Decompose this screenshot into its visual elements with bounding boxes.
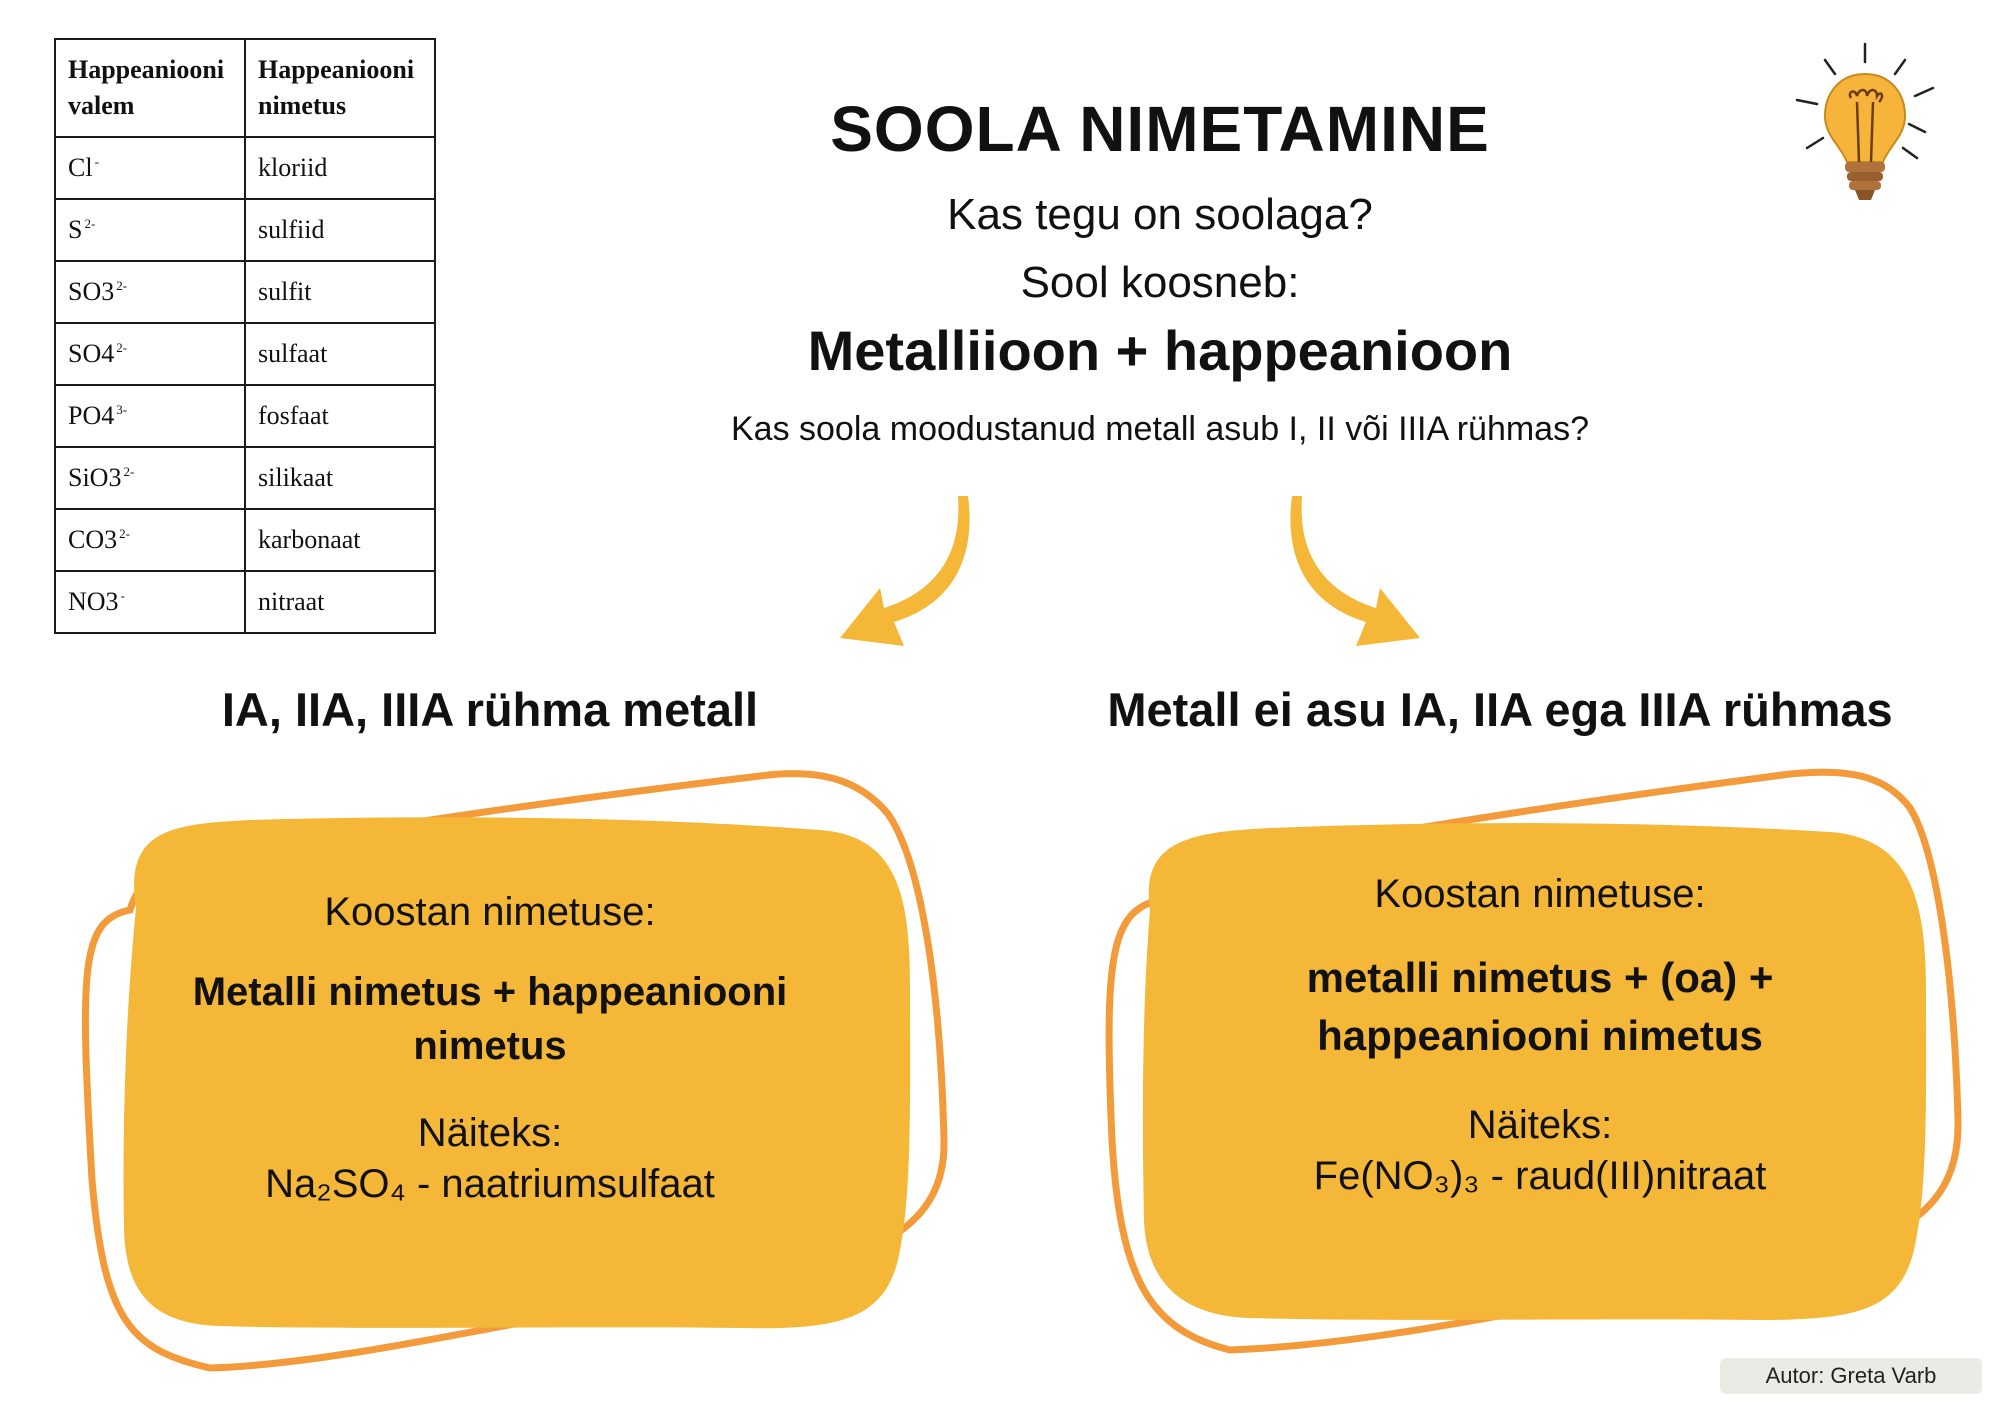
author-badge: Autor: Greta Varb (1720, 1358, 1982, 1394)
anion-name: silikaat (245, 447, 435, 509)
column-header-name: Happeaniooni nimetus (245, 39, 435, 137)
salt-formula: Metalliioon + happeanioon (807, 319, 1513, 382)
anion-formula-text: PO4 (68, 401, 115, 430)
anion-formula-text: CO3 (68, 525, 118, 554)
anion-name: fosfaat (245, 385, 435, 447)
anion-formula (55, 509, 245, 571)
table-row (55, 261, 435, 323)
salt-consists-label: Sool koosneb: (1020, 258, 1300, 307)
anion-name: kloriid (245, 137, 435, 199)
anion-formula-text: Cl (68, 153, 93, 182)
question-metal-group: Kas soola moodustanud metall asub I, II või IIIA rühmas? (730, 410, 1590, 448)
anion-formula (55, 447, 245, 509)
table-row (55, 137, 435, 199)
anion-formula-text: SO4 (68, 339, 115, 368)
right-card-rule: metalli nimetus + (oa) + happeaniooni nimetus (1306, 954, 1774, 1059)
anion-name: nitraat (245, 571, 435, 633)
anion-charge: 2- (116, 278, 128, 293)
anion-name: sulfaat (245, 323, 435, 385)
anion-formula-text: NO3 (68, 587, 119, 616)
anion-formula (55, 137, 245, 199)
anion-name: sulfiid (245, 199, 435, 261)
anion-formula-text: S (68, 215, 83, 244)
anion-charge: 3- (116, 402, 128, 417)
left-card-example: Na₂SO₄ - naatriumsulfaat (265, 1162, 715, 1206)
page-title: SOOLA NIMETAMINE (830, 93, 1490, 165)
arrow-down-left-icon (820, 490, 980, 650)
right-card-intro: Koostan nimetuse: (1374, 872, 1706, 916)
anion-charge: - (94, 154, 99, 169)
left-card-example-label: Näiteks: (417, 1111, 563, 1155)
table-row (55, 571, 435, 633)
anion-formula (55, 261, 245, 323)
anion-name: karbonaat (245, 509, 435, 571)
table-row (55, 385, 435, 447)
anion-formula (55, 385, 245, 447)
anion-formula-text: SO3 (68, 277, 115, 306)
anion-formula (55, 571, 245, 633)
column-header-formula: Happeaniooni valem (55, 39, 245, 137)
anion-table (54, 38, 436, 634)
table-row (55, 323, 435, 385)
right-branch-heading: Metall ei asu IA, IIA ega IIIA rühmas (1107, 683, 1893, 736)
anion-charge: 2- (123, 464, 135, 479)
left-card (120, 890, 860, 1207)
lightbulb-icon (1785, 40, 1945, 220)
right-card-example: Fe(NO₃)₃ - raud(III)nitraat (1313, 1154, 1767, 1198)
table-row (55, 509, 435, 571)
table-header-row (55, 39, 435, 137)
anion-charge: - (120, 588, 125, 603)
left-branch-heading: IA, IIA, IIIA rühma metall (221, 683, 759, 736)
left-card-intro: Koostan nimetuse: (324, 890, 656, 934)
anion-charge: 2- (116, 340, 128, 355)
anion-formula (55, 199, 245, 261)
table-row (55, 199, 435, 261)
table-row (55, 447, 435, 509)
anion-formula (55, 323, 245, 385)
left-card-rule: Metalli nimetus + happeaniooni nimetus (192, 970, 788, 1068)
anion-formula-text: SiO3 (68, 463, 122, 492)
table-body (55, 137, 435, 633)
right-card (1160, 872, 1920, 1199)
anion-charge: 2- (84, 216, 96, 231)
question-is-salt: Kas tegu on soolaga? (947, 190, 1373, 239)
right-card-example-label: Näiteks: (1467, 1103, 1613, 1147)
arrow-down-right-icon (1280, 490, 1440, 650)
anion-charge: 2- (119, 526, 130, 541)
anion-name: sulfit (245, 261, 435, 323)
